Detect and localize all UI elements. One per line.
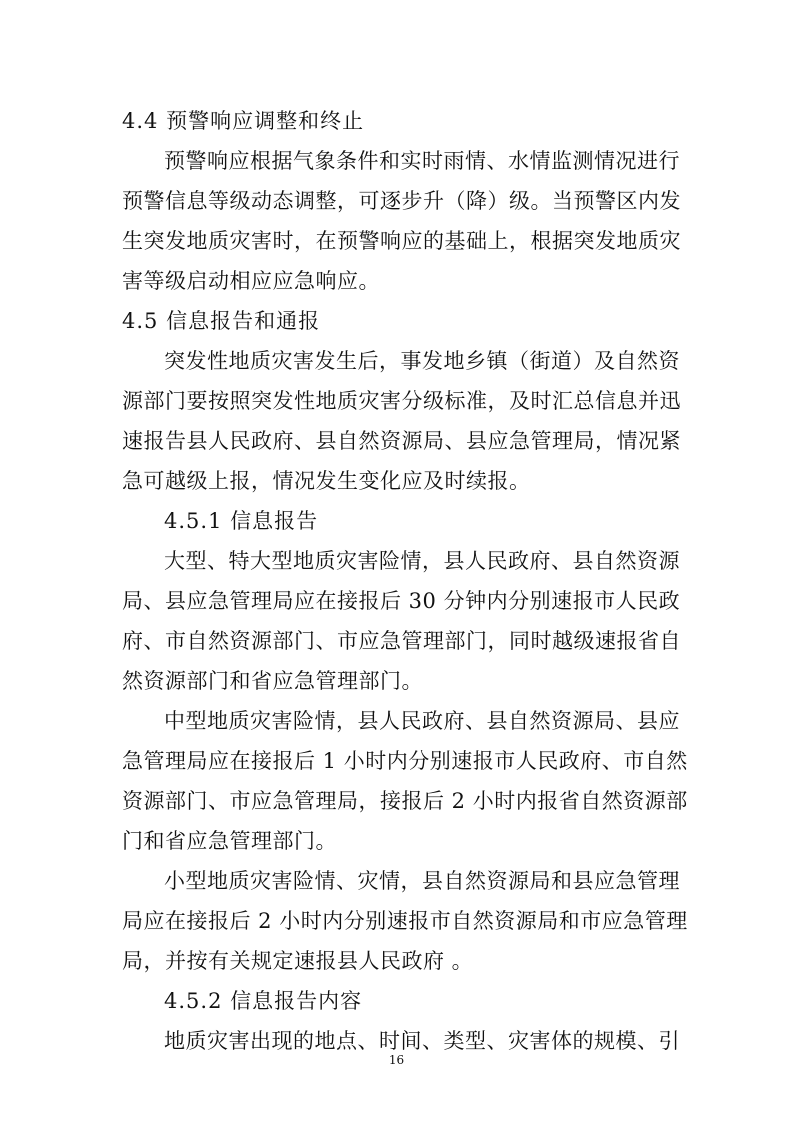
paragraph-line: 生突发地质灾害时，在预警响应的基础上，根据突发地质灾 <box>122 229 681 253</box>
paragraph-line: 局，并按有关规定速报县人民政府 。 <box>122 949 474 973</box>
paragraph-line: 府、市自然资源部门、市应急管理部门，同时越级速报省自 <box>122 629 681 653</box>
paragraph-line: 突发性地质灾害发生后，事发地乡镇（街道）及自然资 <box>164 349 680 373</box>
paragraph-line: 资源部门、市应急管理局，接报后 2 小时内报省自然资源部 <box>122 789 688 813</box>
paragraph-line: 然资源部门和省应急管理部门。 <box>122 669 423 693</box>
paragraph-line: 预警信息等级动态调整，可逐步升（降）级。当预警区内发 <box>122 189 681 213</box>
subsection-heading-4-5-1: 4.5.1 信息报告 <box>164 509 319 533</box>
section-heading-4-4: 4.4 预警响应调整和终止 <box>122 109 365 133</box>
subsection-heading-4-5-2: 4.5.2 信息报告内容 <box>164 989 363 1013</box>
paragraph-line: 地质灾害出现的地点、时间、类型、灾害体的规模、引 <box>164 1029 680 1053</box>
paragraph-line: 速报告县人民政府、县自然资源局、县应急管理局，情况紧 <box>122 429 681 453</box>
paragraph-line: 源部门要按照突发性地质灾害分级标准，及时汇总信息并迅 <box>122 389 681 413</box>
paragraph-line: 局应在接报后 2 小时内分别速报市自然资源局和市应急管理 <box>122 909 688 933</box>
paragraph-line: 中型地质灾害险情，县人民政府、县自然资源局、县应 <box>164 709 680 733</box>
paragraph-line: 预警响应根据气象条件和实时雨情、水情监测情况进行 <box>164 149 680 173</box>
paragraph-line: 小型地质灾害险情、灾情，县自然资源局和县应急管理 <box>164 869 680 893</box>
page-number: 16 <box>388 1053 405 1067</box>
paragraph-line: 大型、特大型地质灾害险情，县人民政府、县自然资源 <box>164 549 680 573</box>
section-heading-4-5: 4.5 信息报告和通报 <box>122 309 321 333</box>
paragraph-line: 害等级启动相应应急响应。 <box>122 269 380 293</box>
paragraph-line: 局、县应急管理局应在接报后 30 分钟内分别速报市人民政 <box>122 589 681 613</box>
paragraph-line: 急管理局应在接报后 1 小时内分别速报市人民政府、市自然 <box>122 749 688 773</box>
paragraph-line: 急可越级上报，情况发生变化应及时续报。 <box>122 469 531 493</box>
paragraph-line: 门和省应急管理部门。 <box>122 829 337 853</box>
